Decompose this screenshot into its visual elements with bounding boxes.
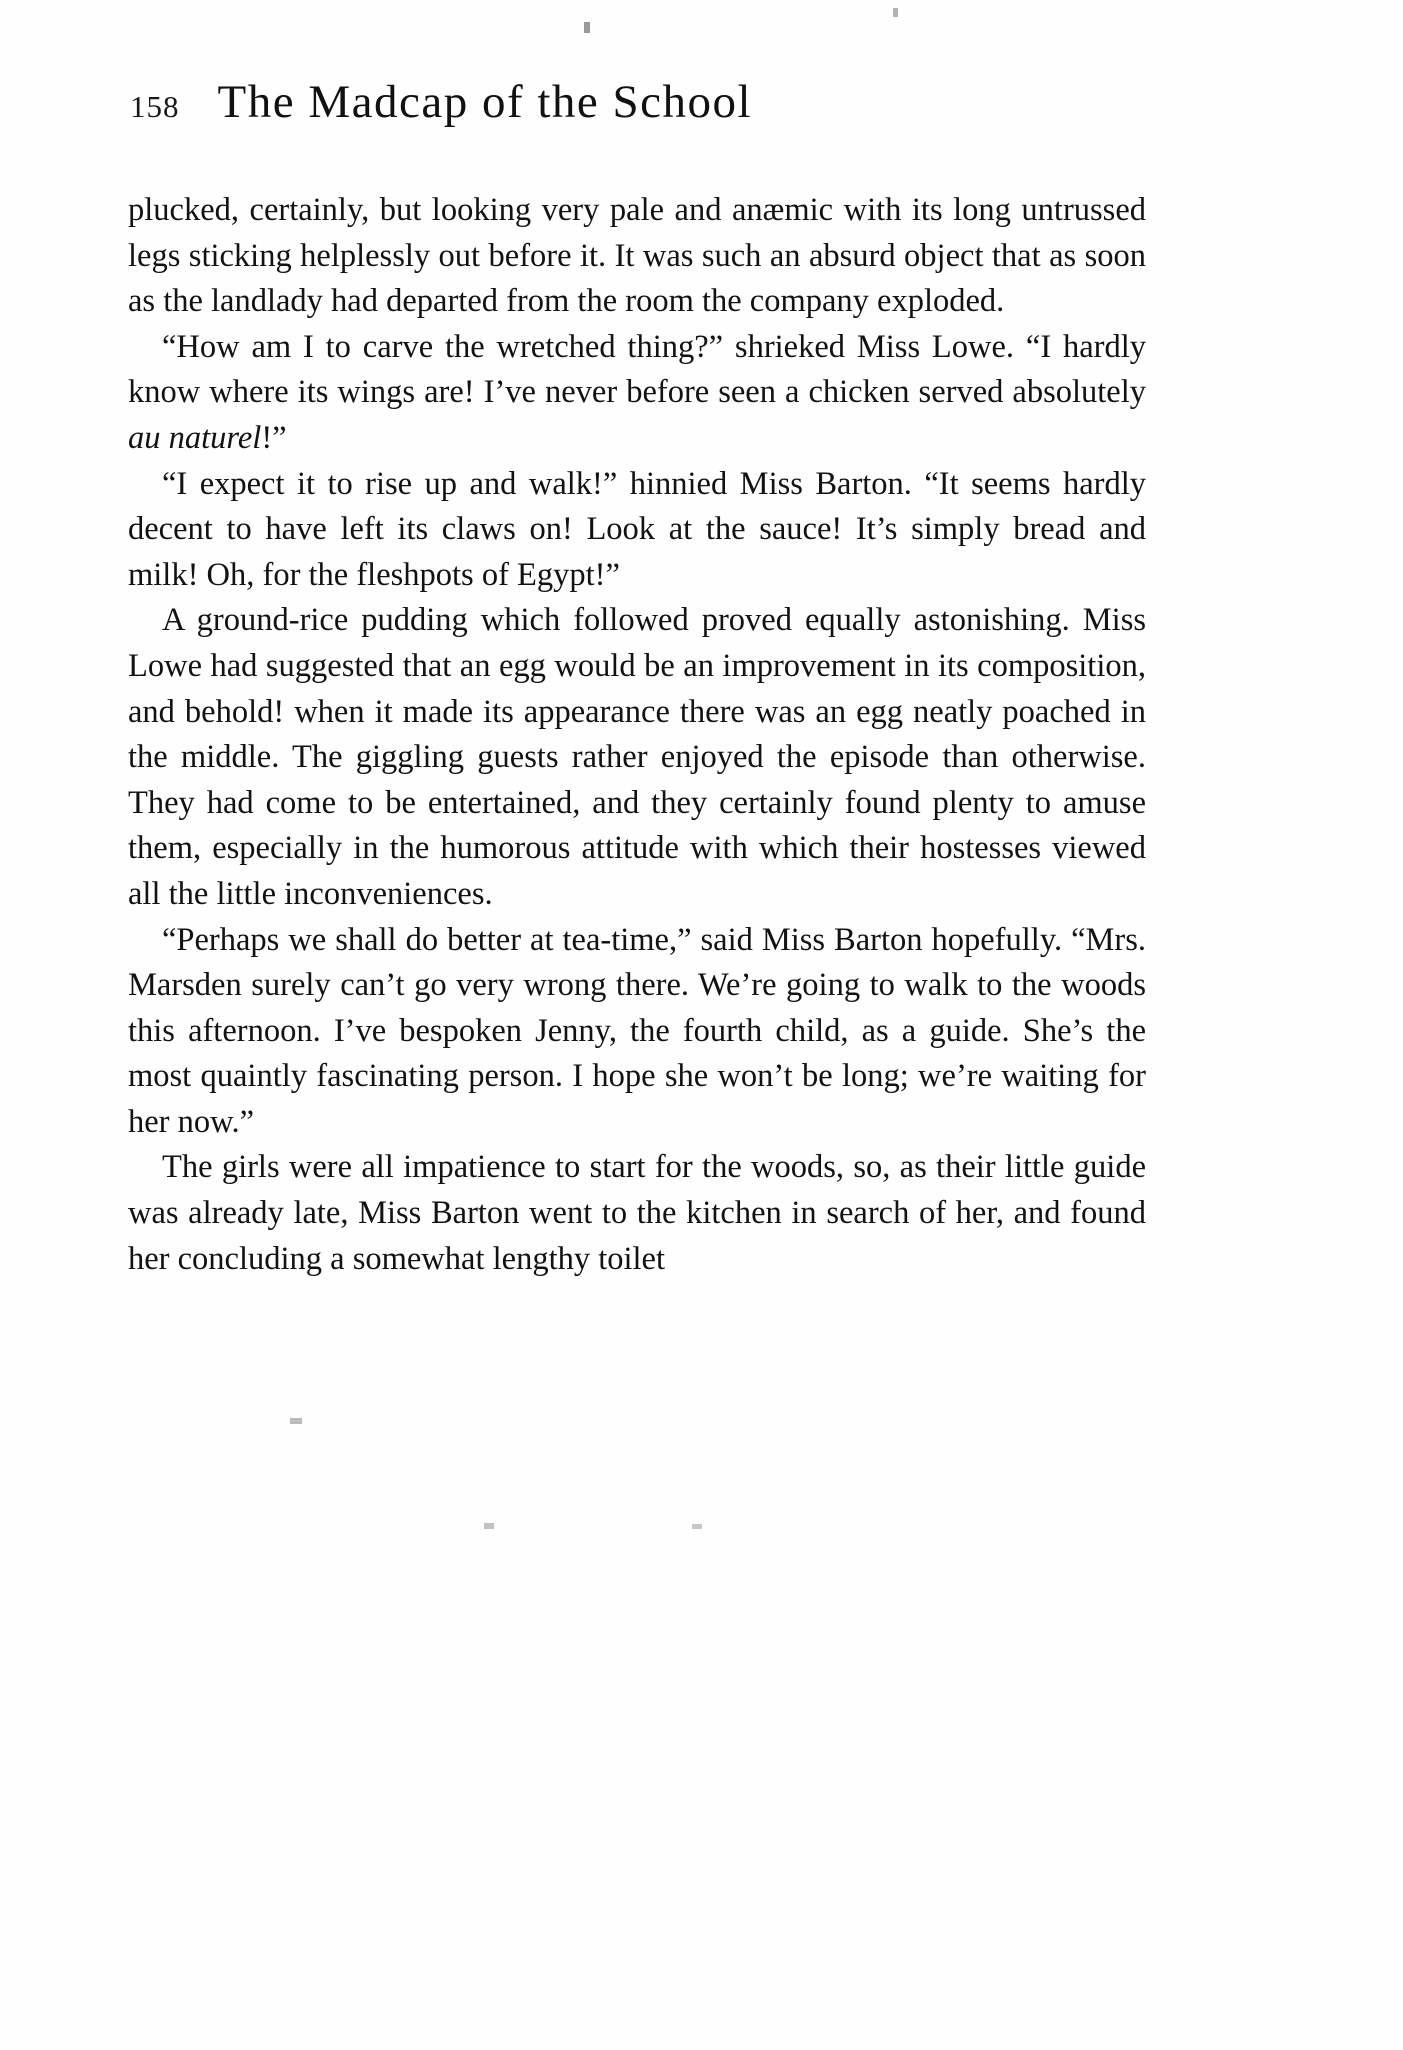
page-header <box>130 75 1140 129</box>
page-body <box>128 188 1146 1282</box>
paragraph-3: “I expect it to rise up and walk!” hinnied Miss Barton. “It seems hardly decent to have left its claws on! Look at the sauce! It’s simply bread and milk! Oh, for the fleshpots of Egypt!” <box>128 465 1146 593</box>
paragraph-6: The girls were all impatience to start for the woods, so, as their little guide was already late, Miss Barton went to the kitchen in search of her, and found her concluding a somewhat lengthy toilet <box>128 1149 1146 1277</box>
paragraph-1: plucked, certainly, but looking very pale and anæmic with its long untrussed legs sticking helplessly out before it. It was such an absurd object that as soon as the landlady had departed from the room the company exploded. <box>128 192 1146 320</box>
page-speck-bottom-left <box>290 1418 302 1424</box>
page-speck-bottom-middle <box>484 1523 494 1529</box>
page-speck-top-right <box>893 8 898 17</box>
running-title: The Madcap of the School <box>217 76 753 128</box>
paragraph-2-italic-phrase: au naturel <box>128 419 262 456</box>
paragraph-2-after: !” <box>261 419 287 456</box>
paragraph-5: “Perhaps we shall do better at tea-time,” said Miss Barton hopefully. “Mrs. Marsden surely can’t go very wrong there. We’re going to walk to the woods this afternoon. I’ve bespoken Jenny, the fourth child, as a guide. She’s the most quaintly fascinating person. I hope she won’t be long; we’re waiting for her now.” <box>128 921 1146 1140</box>
page-speck-bottom-right <box>692 1524 702 1529</box>
paragraph-2 <box>128 325 1146 462</box>
page-number: 158 <box>130 89 180 124</box>
page-speck-top <box>584 22 590 33</box>
paragraph-2-before: “How am I to carve the wretched thing?” shrieked Miss Lowe. “I hardly know where its wings are! I’ve never before seen a chicken served absolutely <box>128 328 1146 411</box>
paragraph-4: A ground-rice pudding which followed proved equally astonishing. Miss Lowe had suggested that an egg would be an improvement in its composition, and behold! when it made its appearance there was an egg neatly poached in the middle. The giggling guests rather enjoyed the episode than otherwise. They had come to be entertained, and they certainly found plenty to amuse them, especially in the humorous attitude with which their hostesses viewed all the little inconveniences. <box>128 602 1146 912</box>
